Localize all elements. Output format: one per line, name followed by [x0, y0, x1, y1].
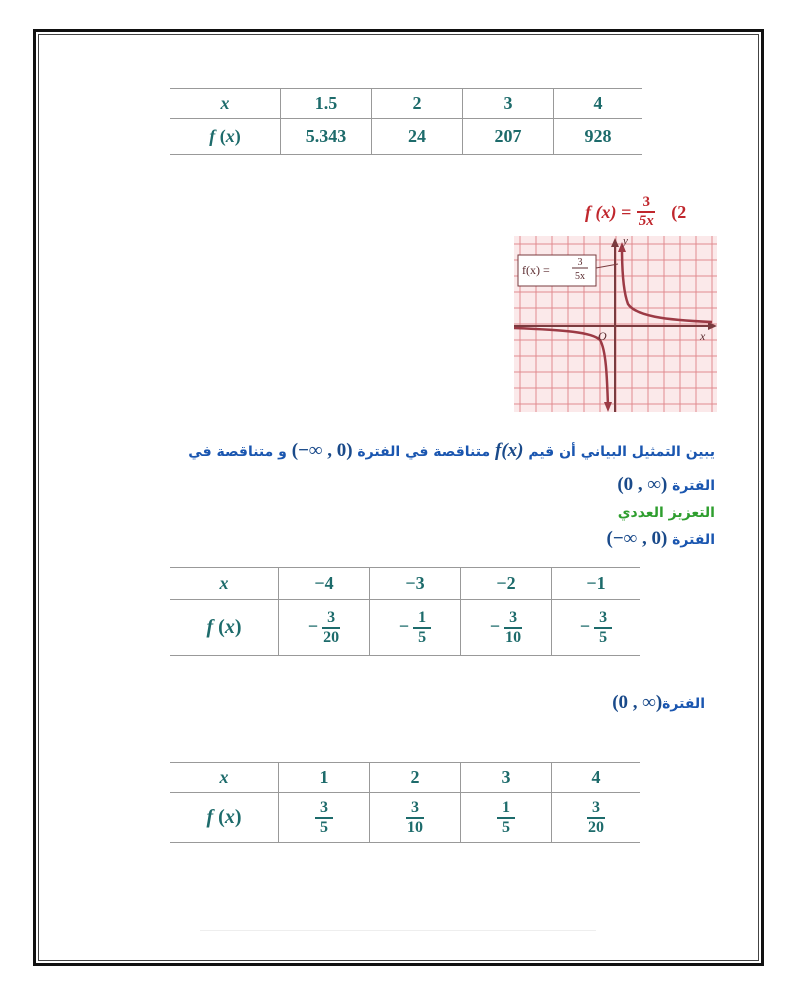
explanation-line-2 — [415, 474, 715, 496]
table-cell — [461, 793, 552, 843]
fraction — [497, 800, 515, 836]
table-header-x: x — [170, 89, 281, 119]
fraction-numerator: 3 — [411, 798, 419, 816]
table-row — [170, 568, 640, 600]
fraction-numerator: 3 — [320, 798, 328, 816]
function-graph — [514, 236, 717, 412]
table-row — [170, 600, 640, 656]
equation-lhs: f (x) = — [585, 201, 632, 222]
problem-number: (2 — [671, 201, 687, 222]
table-cell — [370, 600, 461, 656]
table-header-x: x — [170, 568, 279, 600]
fraction-numerator: 3 — [327, 608, 336, 626]
fraction-denominator: 5 — [502, 818, 510, 836]
table-header-fx: f (x) — [170, 600, 279, 656]
fraction-denominator: 10 — [505, 628, 522, 646]
interval-pos: (0 , ∞) — [612, 692, 663, 713]
fraction-denominator: 5 — [599, 628, 608, 646]
table-cell — [461, 600, 552, 656]
negative-sign: − — [579, 615, 591, 636]
x-axis-label: x — [700, 329, 706, 343]
table-cell: 3 — [461, 763, 552, 793]
values-table-2 — [170, 567, 640, 656]
table-cell: 5.343 — [281, 119, 372, 155]
table-cell: −3 — [370, 568, 461, 600]
table-cell: 2 — [372, 89, 463, 119]
fraction-denominator: 5 — [320, 818, 328, 836]
table-row — [170, 89, 642, 119]
f-symbol: f — [209, 126, 216, 146]
fraction — [315, 800, 333, 836]
y-axis-label: y — [623, 236, 628, 247]
table-cell — [552, 793, 641, 843]
table-cell: −1 — [552, 568, 641, 600]
interval-line-neg — [415, 528, 715, 550]
interval-neg: (−∞ , 0) — [291, 440, 353, 461]
table-cell: 2 — [370, 763, 461, 793]
fx-symbol: f(x) — [495, 440, 524, 461]
values-table-1 — [170, 88, 642, 155]
table-cell: 1.5 — [281, 89, 372, 119]
fraction — [406, 800, 424, 836]
graph-label-den: 5x — [575, 271, 585, 282]
fraction-denominator: 5 — [418, 628, 427, 646]
fraction-numerator: 1 — [418, 608, 427, 626]
table-cell: −2 — [461, 568, 552, 600]
negative-sign: − — [307, 615, 319, 636]
values-table-3 — [170, 762, 640, 843]
x-symbol: x — [224, 806, 235, 828]
fraction — [322, 610, 340, 646]
table-cell: −4 — [279, 568, 370, 600]
table-row — [170, 793, 640, 843]
table-cell — [370, 793, 461, 843]
table-cell: 207 — [463, 119, 554, 155]
explanation-text: الفترة — [672, 478, 715, 494]
fraction-numerator: 3 — [509, 608, 518, 626]
table-cell: 24 — [372, 119, 463, 155]
table-cell: 4 — [554, 89, 643, 119]
interval-neg: (−∞ , 0) — [606, 528, 668, 549]
table-cell — [552, 600, 641, 656]
table-row — [170, 763, 640, 793]
interval-line-pos — [405, 692, 705, 714]
interval-label: الفترة — [672, 532, 715, 548]
table-cell — [279, 600, 370, 656]
fraction-denominator: 5x — [638, 213, 654, 229]
interval-pos: (0 , ∞) — [617, 474, 668, 495]
x-symbol: x — [224, 616, 235, 638]
table-cell: 3 — [463, 89, 554, 119]
fraction-denominator: 20 — [588, 818, 604, 836]
explanation-text: يبين التمثيل البياني أن قيم — [528, 444, 715, 460]
fraction-numerator: 3 — [642, 194, 650, 210]
explanation-line-1 — [95, 440, 715, 462]
fraction — [413, 610, 431, 646]
table-cell: 928 — [554, 119, 643, 155]
fraction-numerator: 3 — [599, 608, 608, 626]
table-header-x: x — [170, 763, 279, 793]
fraction — [587, 800, 605, 836]
interval-label: الفترة — [662, 696, 705, 712]
negative-sign: − — [489, 615, 501, 636]
negative-sign: − — [398, 615, 410, 636]
origin-label: O — [598, 329, 607, 343]
table-cell: 1 — [279, 763, 370, 793]
fraction-numerator: 1 — [502, 798, 510, 816]
f-symbol: f — [206, 616, 214, 638]
f-symbol: f — [206, 806, 214, 828]
fraction — [594, 610, 612, 646]
fraction-denominator: 20 — [323, 628, 340, 646]
graph-label-lhs: f(x) = — [522, 263, 550, 277]
numeric-reinforcement-heading: التعزيز العددي — [617, 505, 715, 521]
explanation-text: و متناقصة في — [188, 444, 287, 460]
equation-fraction — [637, 195, 655, 229]
fraction-numerator: 3 — [592, 798, 600, 816]
table-header-fx: f (x) — [170, 793, 279, 843]
fraction — [504, 610, 522, 646]
table-row — [170, 119, 642, 155]
table-cell: 4 — [552, 763, 641, 793]
table-cell — [279, 793, 370, 843]
fraction-denominator: 10 — [407, 818, 423, 836]
explanation-text: متناقصة في الفترة — [357, 444, 491, 460]
footer-strip — [200, 930, 596, 959]
table-header-fx: f (x) — [170, 119, 281, 155]
x-symbol: x — [225, 126, 235, 146]
graph-label-num: 3 — [577, 257, 583, 268]
problem-2-equation — [585, 195, 686, 229]
